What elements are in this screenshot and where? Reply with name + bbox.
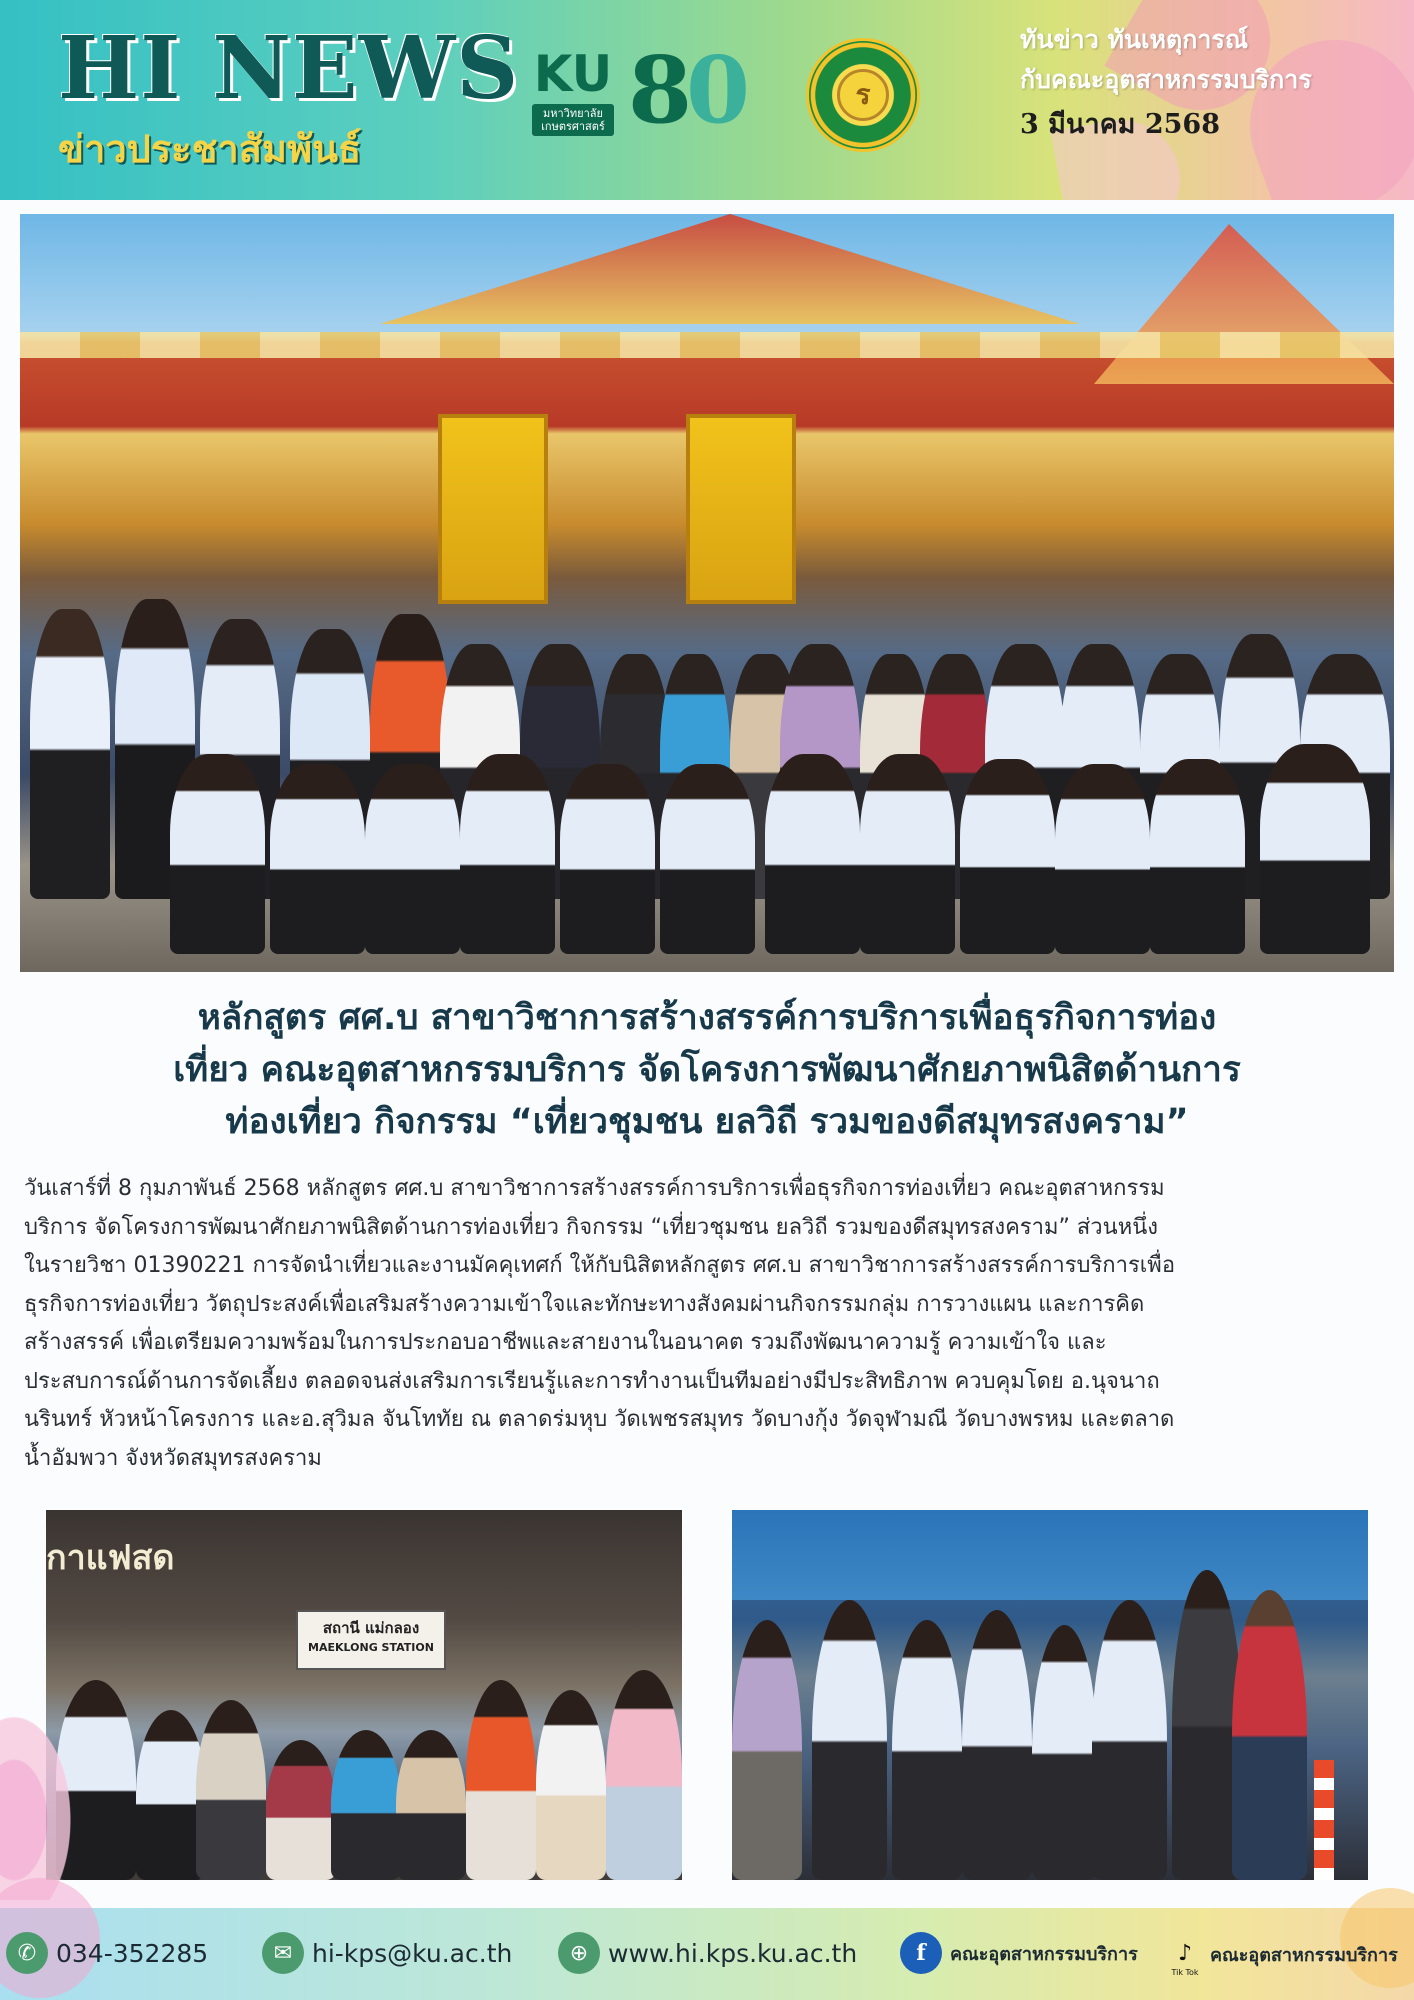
contact-website[interactable] [558,1932,857,1974]
email-icon: ✉ [262,1932,304,1974]
brand-subtitle: ข่าวประชาสัมพันธ์ [58,127,362,171]
header-banner [0,0,1414,200]
person-figure [560,764,655,954]
faculty-seal-logo [806,38,920,152]
contact-facebook-text: คณะอุตสาหกรรมบริการ [950,1943,1138,1965]
tagline-block [1020,20,1400,142]
station-sign [296,1610,446,1670]
temple-roof [380,214,1080,324]
footer-contact-bar [0,1908,1414,2000]
person-figure [1232,1590,1307,1880]
market-awning [732,1510,1368,1600]
person-figure [660,764,755,954]
ku-logo [532,46,614,150]
person-figure [812,1600,887,1880]
contact-tiktok[interactable] [1168,1932,1398,1977]
body-line: นรินทร์ หัวหน้าโครงการ และอ.สุวิมล จันโททัย ณ ตลาดร่มหุบ วัดเพชรสมุทร วัดบางกุ้ง วัดจุฬามณี วัดบางพรหม และตลาด [24,1407,1175,1432]
headline-line: หลักสูตร ศศ.บ สาขาวิชาการสร้างสรรค์การบริการเพื่อธุรกิจการท่อง [197,998,1217,1038]
person-figure [536,1690,606,1880]
lotus-decoration [0,1700,80,1900]
contact-phone-text: 034-352285 [56,1938,209,1968]
body-line: ธุรกิจการท่องเที่ยว วัตถุประสงค์เพื่อเสริมสร้างความเข้าใจและทักษะทางสังคมผ่านกิจกรรมกลุ่ม การวางแผน และการคิด [24,1291,1145,1317]
person-figure [962,1610,1032,1880]
ku-logo-badge: มหาวิทยาลัยเกษตรศาสตร์ [532,104,614,136]
brand-block [58,18,520,179]
temple-roof-right [1094,224,1394,384]
phone-icon: ✆ [6,1932,48,1974]
facebook-icon: f [900,1932,942,1974]
body-line: ประสบการณ์ด้านการจัดเลี้ยง ตลอดจนส่งเสริมการเรียนรู้และการทำงานเป็นทีมอย่างมีประสิทธิภาพ ควบคุมโดย อ.นุจนาถ [24,1368,1160,1394]
ku-logo-letters: KU [533,45,613,103]
body-line: บริการ จัดโครงการพัฒนาศักยภาพนิสิตด้านการท่องเที่ยว กิจกรรม “เที่ยวชุมชน ยลวิถี รวมของดีสมุทรสงคราม” ส่วนหนึ่ง [24,1214,1158,1240]
station-sign-thai: สถานี แม่กลอง [322,1619,420,1637]
person-figure [1032,1625,1097,1880]
market-group-photo [732,1510,1368,1880]
person-figure [765,754,860,954]
station-group-photo [46,1510,682,1880]
contact-tiktok-text: คณะอุตสาหกรรมบริการ [1210,1945,1398,1966]
body-line: ในรายวิชา 01390221 การจัดนำเที่ยวและงานมัคคุเทศก์ ให้กับนิสิตหลักสูตร ศศ.บ สาขาวิชาการสร้างสรรค์การบริการเพื่อ [24,1253,1176,1278]
station-sign-english: MAEKLONG STATION [308,1641,434,1654]
person-figure [30,609,110,899]
body-line: สร้างสรรค์ เพื่อเตรียมความพร้อมในการประกอบอาชีพและสายงานในอนาคต รวมถึงพัฒนาความรู้ ความเข้าใจ และ [24,1330,1107,1355]
royal-emblem-panel-left [438,414,548,604]
shop-sign: กาแฟสด [46,1538,175,1578]
person-figure [1092,1600,1167,1880]
person-figure [960,759,1055,954]
tagline-line1: ทันข่าว ทันเหตุการณ์ [1020,25,1249,54]
globe-icon: ⊕ [558,1932,600,1974]
person-figure [1260,744,1370,954]
body-line: วันเสาร์ที่ 8 กุมภาพันธ์ 2568 หลักสูตร ศศ.บ สาขาวิชาการสร้างสรรค์การบริการเพื่อธุรกิจการท่องเที่ยว คณะอุตสาหกรรม [24,1176,1165,1201]
person-figure [1055,764,1150,954]
ku80-zero: 0 [686,36,745,144]
headline-line: เที่ยว คณะอุตสาหกรรมบริการ จัดโครงการพัฒนาศักยภาพนิสิตด้านการ [173,1050,1241,1090]
brand-title: HI NEWS [58,18,520,119]
seal-emblem: ร [837,69,889,121]
person-figure [270,764,365,954]
main-group-photo [20,214,1394,972]
tiktok-icon-wrap [1168,1932,1202,1977]
tiktok-caption: Tik Tok [1171,1968,1199,1977]
person-figure [732,1620,802,1880]
person-figure [266,1740,336,1880]
person-figure [396,1730,466,1880]
ku80-eight: 8 [628,36,687,144]
temple-banner [20,332,1394,358]
contact-phone[interactable] [6,1932,208,1974]
contact-email[interactable] [262,1932,512,1974]
royal-emblem-panel-right [686,414,796,604]
person-figure [860,754,955,954]
person-figure [460,754,555,954]
person-figure [466,1680,536,1880]
person-figure [606,1670,682,1880]
contact-email-text: hi-kps@ku.ac.th [312,1938,513,1968]
person-figure [365,764,460,954]
ku80-logo [628,36,745,144]
issue-date: 3 มีนาคม 2568 [1020,109,1221,140]
person-figure [1150,759,1245,954]
tagline-line2: กับคณะอุตสาหกรรมบริการ [1020,65,1312,94]
headline-line: ท่องเที่ยว กิจกรรม “เที่ยวชุมชน ยลวิถี รวมของดีสมุทรสงคราม” [225,1102,1189,1142]
person-figure [170,754,265,954]
person-figure [892,1620,962,1880]
tiktok-icon: ♪ [1177,1940,1193,1966]
contact-website-text: www.hi.kps.ku.ac.th [608,1938,858,1968]
traffic-cone [1314,1760,1334,1880]
article-headline [20,992,1394,1148]
person-figure [331,1730,401,1880]
article-body [24,1170,1392,1478]
body-line: น้ำอัมพวา จังหวัดสมุทรสงคราม [24,1445,322,1471]
contact-facebook[interactable] [900,1932,1138,1974]
person-figure [196,1700,266,1880]
